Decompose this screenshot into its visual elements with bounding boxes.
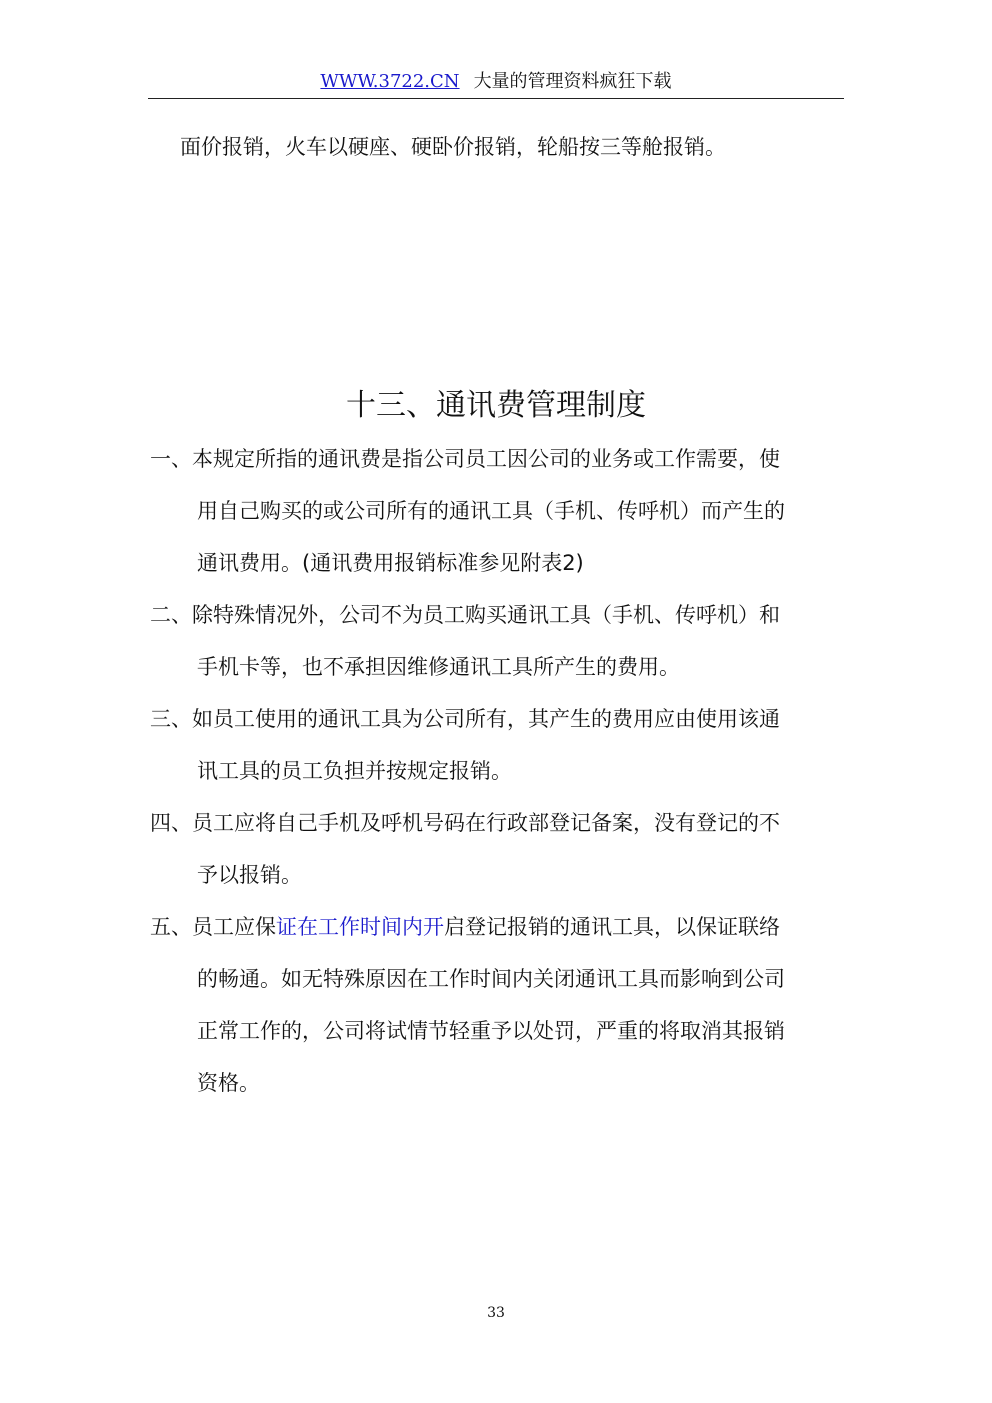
section-title: 十三、通讯费管理制度 (346, 388, 646, 423)
continuation-paragraph: 面价报销，火车以硬座、硬卧价报销，轮船按三等舱报销。 (180, 135, 726, 159)
page-header (0, 70, 992, 94)
item-1-line-3: 通讯费用。(通讯费用报销标准参见附表2) (197, 551, 584, 575)
item-1-line-1: 一、本规定所指的通讯费是指公司员工因公司的业务或工作需要，使 (150, 447, 780, 471)
header-divider (148, 98, 844, 99)
item-5-line-3: 正常工作的，公司将试情节轻重予以处罚，严重的将取消其报销 (197, 1019, 785, 1043)
item-5-line-2: 的畅通。如无特殊原因在工作时间内关闭通讯工具而影响到公司 (197, 967, 785, 991)
item-3-line-1: 三、如员工使用的通讯工具为公司所有，其产生的费用应由使用该通 (150, 707, 780, 731)
page-number: 33 (487, 1305, 505, 1321)
item-5-line-1-before: 五、员工应保 (150, 915, 276, 939)
header-slogan: 大量的管理资料疯狂下载 (473, 71, 672, 92)
item-2-line-2: 手机卡等，也不承担因维修通讯工具所产生的费用。 (197, 655, 680, 679)
item-5-line-4: 资格。 (197, 1071, 260, 1095)
site-link[interactable]: WWW.3722.CN (320, 71, 460, 92)
item-5-line-1 (150, 910, 780, 944)
item-5-highlight-text: 证在工作时间内开 (276, 915, 444, 939)
item-4-line-1: 四、员工应将自己手机及呼机号码在行政部登记备案，没有登记的不 (150, 811, 780, 835)
item-1-line-2: 用自己购买的或公司所有的通讯工具（手机、传呼机）而产生的 (197, 499, 785, 523)
item-5-line-1-after: 启登记报销的通讯工具，以保证联络 (444, 915, 780, 939)
item-2-line-1: 二、除特殊情况外，公司不为员工购买通讯工具（手机、传呼机）和 (150, 603, 780, 627)
item-3-line-2: 讯工具的员工负担并按规定报销。 (197, 759, 512, 783)
item-4-line-2: 予以报销。 (197, 863, 302, 887)
